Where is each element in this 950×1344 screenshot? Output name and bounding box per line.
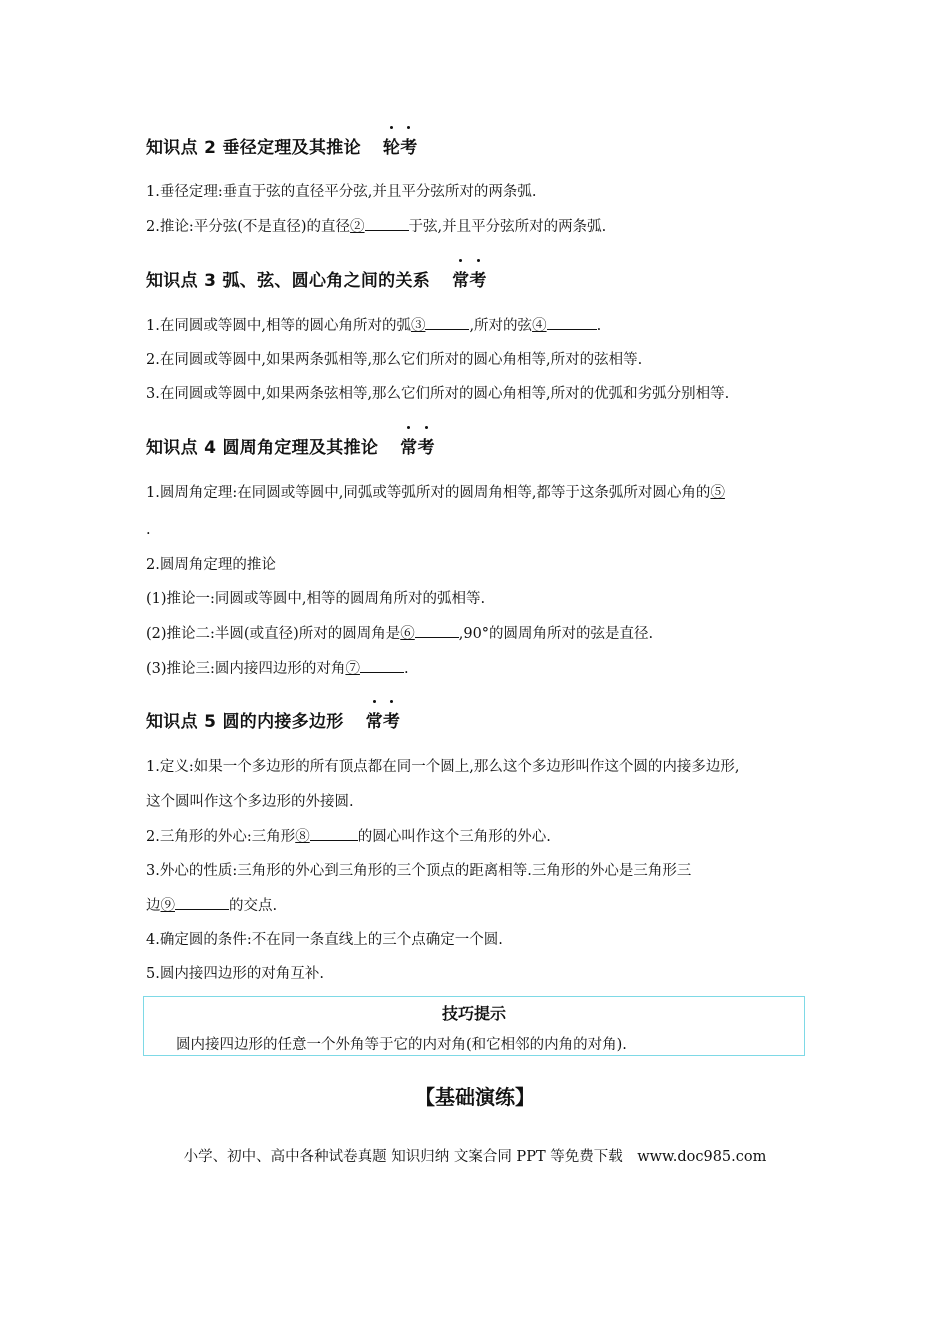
blank-8-number: ⑧ [295, 829, 310, 845]
fill-in-blank [415, 623, 459, 638]
heading-kp4-title: 知识点 4 圆周角定理及其推论 [146, 438, 379, 458]
fill-in-blank [360, 658, 404, 673]
blank-2-number: ② [350, 219, 365, 235]
tip-body: 圆内接四边形的任意一个外角等于它的内对角(和它相邻的内角的对角). [176, 1037, 627, 1053]
emphasis-char: 考 [469, 266, 486, 291]
emphasis-char: 常 [400, 433, 417, 458]
emphasis-char: 常 [452, 266, 469, 291]
kp5-line-3b: 边⑨ 的交点. [146, 895, 277, 916]
blank-4-number: ④ [532, 318, 547, 334]
heading-kp2 [146, 133, 418, 158]
heading-kp5-tag [366, 712, 401, 732]
kp5-line-3: 3.外心的性质:三角形的外心到三角形的三个顶点的距离相等.三角形的外心是三角形三 [146, 863, 692, 879]
kp5-line-2: 2.三角形的外心:三角形⑧ 的圆心叫作这个三角形的外心. [146, 826, 551, 847]
heading-kp4-tag [400, 438, 435, 458]
heading-kp2-title: 知识点 2 垂径定理及其推论 [146, 138, 361, 158]
heading-kp5-title: 知识点 5 圆的内接多边形 [146, 712, 344, 732]
kp4-line-1: 1.圆周角定理:在同圆或等圆中,同弧或等弧所对的圆周角相等,都等于这条弧所对圆心角的⑤ [146, 485, 725, 501]
kp3-line-1: 1.在同圆或等圆中,相等的圆心角所对的弧③ ,所对的弦④ . [146, 315, 601, 336]
section-title: 【基础演练】 [415, 1085, 535, 1109]
heading-kp3 [146, 266, 487, 291]
kp3-line-3: 3.在同圆或等圆中,如果两条弦相等,那么它们所对的圆心角相等,所对的优弧和劣弧分别相等. [146, 386, 730, 402]
tip-box [143, 996, 805, 1056]
kp3-line-2: 2.在同圆或等圆中,如果两条弧相等,那么它们所对的圆心角相等,所对的弦相等. [146, 352, 643, 368]
blank-5-number: ⑤ [710, 485, 725, 501]
footer-text: 小学、初中、高中各种试卷真题 知识归纳 文案合同 PPT 等免费下载 www.doc985.com [183, 1149, 767, 1165]
kp2-line-2: 2.推论:平分弦(不是直径)的直径② 于弦,并且平分弦所对的两条弧. [146, 216, 606, 237]
blank-7-number: ⑦ [345, 661, 360, 677]
emphasis-char: 轮 [383, 133, 400, 158]
kp4-line-4: (2)推论二:半圆(或直径)所对的圆周角是⑥ ,90°的圆周角所对的弦是直径. [146, 623, 653, 644]
fill-in-blank [547, 315, 597, 330]
kp4-line-1-end: . [146, 522, 151, 538]
blank-9-number: ⑨ [160, 898, 175, 914]
emphasis-char: 常 [366, 707, 383, 732]
kp4-line-5: (3)推论三:圆内接四边形的对角⑦ . [146, 658, 409, 679]
kp2-line-1: 1.垂径定理:垂直于弦的直径平分弦,并且平分弦所对的两条弧. [146, 184, 537, 200]
heading-kp5 [146, 707, 400, 732]
heading-kp4 [146, 433, 435, 458]
fill-in-blank [175, 895, 229, 910]
heading-kp2-tag [383, 138, 418, 158]
emphasis-char: 考 [400, 133, 417, 158]
kp4-line-2: 2.圆周角定理的推论 [146, 557, 276, 573]
tip-title: 技巧提示 [441, 1004, 506, 1023]
kp5-line-1b: 这个圆叫作这个多边形的外接圆. [146, 794, 354, 810]
emphasis-char: 考 [383, 707, 400, 732]
heading-kp3-tag [452, 271, 487, 291]
kp5-line-1: 1.定义:如果一个多边形的所有顶点都在同一个圆上,那么这个多边形叫作这个圆的内接多边形, [146, 759, 740, 775]
blank-6-number: ⑥ [400, 626, 415, 642]
fill-in-blank [425, 315, 469, 330]
emphasis-char: 考 [417, 433, 434, 458]
heading-kp3-title: 知识点 3 弧、弦、圆心角之间的关系 [146, 271, 431, 291]
kp5-line-5: 5.圆内接四边形的对角互补. [146, 966, 324, 982]
blank-3-number: ③ [410, 318, 426, 334]
kp5-line-4: 4.确定圆的条件:不在同一条直线上的三个点确定一个圆. [146, 932, 503, 948]
fill-in-blank [365, 216, 409, 231]
fill-in-blank [310, 826, 358, 841]
kp4-line-3: (1)推论一:同圆或等圆中,相等的圆周角所对的弧相等. [146, 591, 486, 607]
